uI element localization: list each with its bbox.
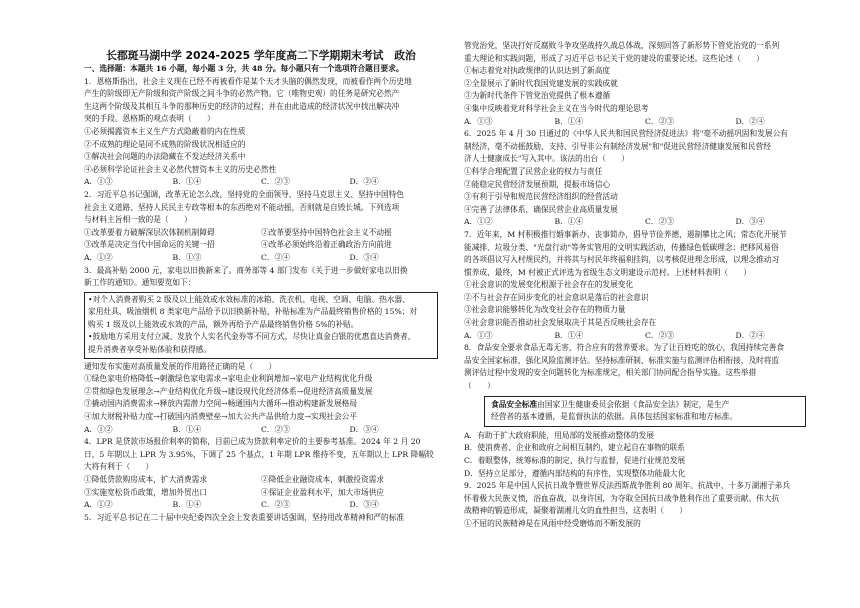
option-b[interactable]: B．①④ [172, 424, 202, 434]
question-7 [464, 229, 826, 342]
question-9 [464, 480, 826, 530]
q5-line: 5．习近平总书记在二十届中央纪委四次全会上发表重要讲话强调，坚持用改革精神和严的标准 [84, 512, 405, 522]
question-8 [464, 342, 826, 480]
q4-options [84, 499, 438, 512]
q3-options [84, 424, 438, 437]
q7-line: 的各项倡议写入村规民约，并将其与村民年终福利挂钩，以考核促进理念形成，以理念推动习 [464, 255, 780, 265]
option-d[interactable]: D．坚持立足部分，遵循内部结构的有序性，实现整体功能最大化 [464, 468, 686, 478]
q7-line: 惯养成，最终，M 村被正式评选为省级生态文明建设示范村。上述材料表明（ ） [464, 267, 752, 277]
q7-options [464, 330, 826, 343]
option-d[interactable]: D．②④ [735, 116, 765, 126]
q6-line: 制经济，毫不动摇鼓励、支持、引导非公有制经济发展"和"促进民营经济健康发展和民营经 [464, 141, 771, 151]
option-d[interactable]: D．③④ [349, 252, 379, 262]
q3-line: 通知发布实施对高质量发展的作用路径正确的是（ ） [84, 361, 277, 371]
q5-statement: ②全景展示了新时代我国党建发展的实践成就 [464, 78, 618, 88]
q2-options [84, 252, 438, 265]
option-c[interactable]: C．②③ [261, 424, 290, 434]
q3-statement: ③撬动国内消费需求→释放内需潜力空间→畅通国内大循环→推动构建新发展格局 [84, 399, 358, 409]
q5-line: 重大理论和实践问题，形成了习近平总书记关于党的建设的重要论述。这些论述（ ） [464, 53, 764, 63]
q3-statement: ①绿色家电价格降低→刺激绿色家电需求→家电企业利润增加→家电产业结构优化升级 [84, 374, 373, 384]
question-3 [84, 265, 438, 437]
q3-material-box [84, 292, 438, 359]
option-d[interactable]: D．②④ [735, 330, 765, 340]
q2-statement: ④改革必须始终沿着正确政治方向前进 [261, 240, 392, 250]
option-b[interactable]: B．①④ [554, 217, 584, 227]
q4-statements [84, 487, 438, 500]
q2-line: 2．习近平总书记强调，改革无论怎么改，坚持党的全面领导、坚持马克思主义、坚持中国特色 [84, 189, 405, 199]
q5-statement: ①标志着党对执政规律的认识达到了新高度 [464, 66, 611, 76]
exam-title: 长郡斑马湖中学 2024-2025 学年度高二下学期期末考试 政治 [106, 49, 416, 62]
option-c[interactable]: C．②③ [645, 217, 674, 227]
option-b[interactable]: B．①④ [172, 500, 202, 510]
option-d[interactable]: D．③④ [349, 424, 379, 434]
option-c[interactable]: C．②③ [261, 500, 290, 510]
q5-statement: ④集中反映着党对科学社会主义在当今时代的理论思考 [464, 103, 649, 113]
q6-line: 济人士健康成长"写入其中。该法的出台（ ） [464, 154, 629, 164]
q8-note-line: 经营者的基本遵循，是监督执法的依据。具体包括国家标准和地方标准。 [491, 412, 738, 422]
option-a[interactable]: A．①② [84, 252, 113, 262]
option-d[interactable]: D．③④ [735, 217, 765, 227]
q4-statement: ③实施宽松货币政策，增加外贸出口 [84, 487, 208, 497]
q4-statements [84, 474, 438, 487]
q5-line: 管党治党，坚决打好反腐败斗争攻坚战持久战总体战，深刻回答了新形势下管党治党的一系列 [464, 41, 780, 50]
q1-line: 产生的阶级即无产阶级和资产阶级之间斗争的必然产物。它（唯物史观）的任务是研究必然产 [84, 89, 400, 99]
q1-line: 突的手段。恩格斯的观点表明（ ） [84, 114, 215, 124]
q8-line: 测评估过程中发现的安全问题转化为标准规定，相关部门协同配合指导实施。这些举措 [464, 368, 757, 378]
section-heading: 一、选择题：本题共 16 小题，每小题 3 分，共 48 分。每小题只有一个选项符合题目要求。 [84, 64, 404, 73]
q7-statement: ③社会意识能够转化为改变社会存在的物质力量 [464, 305, 626, 315]
option-d[interactable]: D．②④ [349, 177, 379, 187]
option-b[interactable]: B．使消费者、企业和政府之间相互制约，建立起自在事物的联系 [464, 443, 685, 453]
q1-statement: ④必须科学论证社会主义必然代替资本主义的历史必然性 [84, 164, 277, 174]
q5-options [464, 116, 826, 129]
q4-statement: ②降低企业融资成本，刺激投资需求 [261, 475, 385, 484]
q6-line: 6．2025 年 4 月 30 日通过的《中华人民共和国民营经济促进法》将"毫不动摇巩固和发展公有 [464, 129, 788, 139]
q1-line: 生这两个阶级及其相互斗争的那种历史的经济的过程；并在由此造成的经济状况中找出解决冲 [84, 101, 400, 111]
q1-options [84, 176, 438, 189]
option-d[interactable]: D．③④ [349, 500, 379, 510]
q1-statement: ③解决社会问题的办法隐藏在不发达经济关系中 [84, 152, 246, 162]
q6-options [464, 216, 826, 229]
q2-line: 与材料主旨相一致的是（ ） [84, 215, 192, 225]
q8-line: （ ） [464, 381, 495, 391]
q7-statement: ①社会意识的发展变化根源于社会存在的发展变化 [464, 280, 634, 290]
q7-statement: ②不与社会存在同步变化的社会意识是落后的社会意识 [464, 292, 649, 302]
q4-line: 大将有利于（ ） [84, 462, 154, 472]
q8-note-line [491, 399, 799, 412]
q1-line: 1．恩格斯指出，社会主义现在已经不再被看作是某个天才头脑的偶然发现，而被看作两个历史地 [84, 76, 412, 86]
q4-statement: ①降低贷款购房成本，扩大消费需求 [84, 475, 208, 484]
option-b[interactable]: B．①③ [172, 252, 202, 262]
q7-statement: ④社会意识能否推动社会发展取决于其是否反映社会存在 [464, 318, 657, 328]
question-2 [84, 189, 438, 265]
q2-statement: ③改革是决定当代中国命运的关键一招 [84, 240, 215, 250]
left-column [84, 0, 438, 524]
q3-line: 新工作的通知》。通知要览如下： [84, 278, 196, 288]
q2-statement: ①改革要着力破解深层次体制机制障碍 [84, 227, 215, 237]
q3-box-line: 提升消费者享受补贴体验和获得感。 [88, 345, 212, 355]
option-b[interactable]: B．①④ [554, 330, 584, 340]
right-column [464, 40, 826, 531]
option-c[interactable]: C．②③ [645, 330, 674, 340]
q4-line: 日，5 年期以上 LPR 为 3.95%，下调了 25 个基点，1 年期 LPR 维持不变，五年期以上 LPR 降幅较 [84, 449, 434, 459]
q8-line: 8．食品安全要求食品无毒无害，符合应有的营养要求。为了让百姓吃的放心，我国持续完善食 [464, 343, 785, 353]
q4-line: 4．LPR 是贷款市场报价利率的简称，目前已成为贷款利率定价的主要参考基准。2024 年 2 月 20 [84, 437, 421, 447]
q8-note-term: 食品安全标准 [491, 399, 538, 409]
q6-statement: ①科学合理配置了民营企业的权力与责任 [464, 166, 603, 176]
q8-note-box [484, 396, 806, 427]
q6-statement: ③有利于引导和规范民营经济组织的经营活动 [464, 192, 618, 202]
q7-line: 7．近年来，M 村积极推行婚事新办、丧事简办，倡导节俭养德，遏制攀比之风；常态化开展节 [464, 229, 787, 239]
q3-box-line: •鼓励地方采用支付立减、发放个人实名代金券等不同方式，尽快让真金白银的优惠直达消费者， [88, 332, 416, 342]
q9-statement: ①不屈的民族精神是在风雨中经受磨炼而不断发展的 [464, 518, 641, 528]
q3-box-line: 购买 1 级及以上能效或水效的产品，额外再给予产品最终销售价格 5%的补贴。 [88, 319, 359, 329]
q2-statement: ②改革要坚持中国特色社会主义不动摇 [261, 227, 392, 237]
q3-statement: ②贯彻绿色发展理念→产业结构优化升级→建设现代化经济体系→促进经济高质量发展 [84, 386, 373, 396]
option-a[interactable]: A．①③ [464, 116, 493, 126]
q1-statement: ①必须揭露资本主义生产方式隐蔽着的内在性质 [84, 126, 246, 136]
q5-statement: ③为新时代条件下管党治党提供了根本遵循 [464, 91, 611, 101]
option-c[interactable]: C．②③ [261, 177, 290, 187]
question-1 [84, 76, 438, 189]
q3-box-line: 家用灶具、吸油烟机 8 类家电产品给予以旧换新补贴，补贴标准为产品最终销售价格的 15%；对 [88, 307, 418, 317]
q7-line: 能减排、垃圾分类、"光盘行动"等务实管用的文明实践活动，传播绿色低碳理念；把移风易俗 [464, 242, 779, 252]
option-a[interactable]: A．①② [464, 217, 493, 227]
q9-line: 9．2025 年是中国人民抗日战争暨世界反法西斯战争胜利 80 周年。抗战中，十多万湖湘子弟兵 [464, 481, 791, 491]
question-5-cont [464, 40, 826, 128]
q6-statement: ④完善了法律体系，确保民营企业高质量发展 [464, 204, 618, 214]
q3-box-line: •对个人消费者购买 2 级及以上能效或水效标准的冰箱、洗衣机、电视、空调、电脑、热水器、 [88, 294, 410, 304]
option-c[interactable]: C．②④ [261, 252, 290, 262]
q2-statements [84, 227, 438, 240]
q6-statement: ②能稳定民营经济发展预期，提振市场信心 [464, 179, 611, 189]
q3-line: 3．最高补贴 2000 元，家电以旧换新来了。商务部等 4 部门发布《关于进一步做好家电以旧换 [84, 265, 408, 275]
question-6 [464, 128, 826, 229]
option-a[interactable]: A．有助于扩大政府职能，用局部的发展推动整体的发展 [464, 430, 655, 440]
question-5-start [84, 512, 438, 525]
q9-line: 怀着极大民族义愤，浴血奋战，以身许国，为夺取全国抗日战争胜利作出了重要贡献。伟大抗 [464, 493, 780, 503]
q2-line: 社会主义道路、坚持人民民主专政等根本的东西绝对不能动摇，否则就是自毁长城。下列选项 [84, 202, 400, 212]
option-a[interactable]: A．①③ [84, 177, 113, 187]
question-4 [84, 436, 438, 512]
option-a[interactable]: A．①② [84, 500, 113, 510]
option-a[interactable]: A．①② [84, 424, 113, 434]
option-c[interactable]: C．着眼整体，统筹标准的制定、执行与监督，促进行业规范发展 [464, 456, 686, 465]
option-b[interactable]: B．①④ [554, 116, 584, 126]
q8-note-text: 由国家卫生健康委员会依据《食品安全法》制定，是生产 [537, 399, 730, 409]
q1-statement: ②不成熟的理论是同不成熟的阶级状况相适应的 [84, 139, 246, 149]
option-a[interactable]: A．①③ [464, 330, 493, 340]
q2-statements [84, 239, 438, 252]
q9-line: 战精神的锻造形成，凝聚着湖湘儿女的血性担当，这表明（ ） [464, 506, 687, 516]
q8-line: 品安全国家标准，强化风险监测评估。坚持标准研制、标准实施与监测评估相衔接，及时将监 [464, 355, 780, 365]
option-c[interactable]: C．②③ [645, 116, 674, 126]
q4-statement: ④保证企业盈利水平，加大市场供应 [261, 487, 385, 497]
q3-statement: ④加大财税补贴力度→打破国内消费壁垒→加大公共产品供给力度→实现社会公平 [84, 412, 358, 422]
option-b[interactable]: B．①④ [172, 177, 202, 187]
